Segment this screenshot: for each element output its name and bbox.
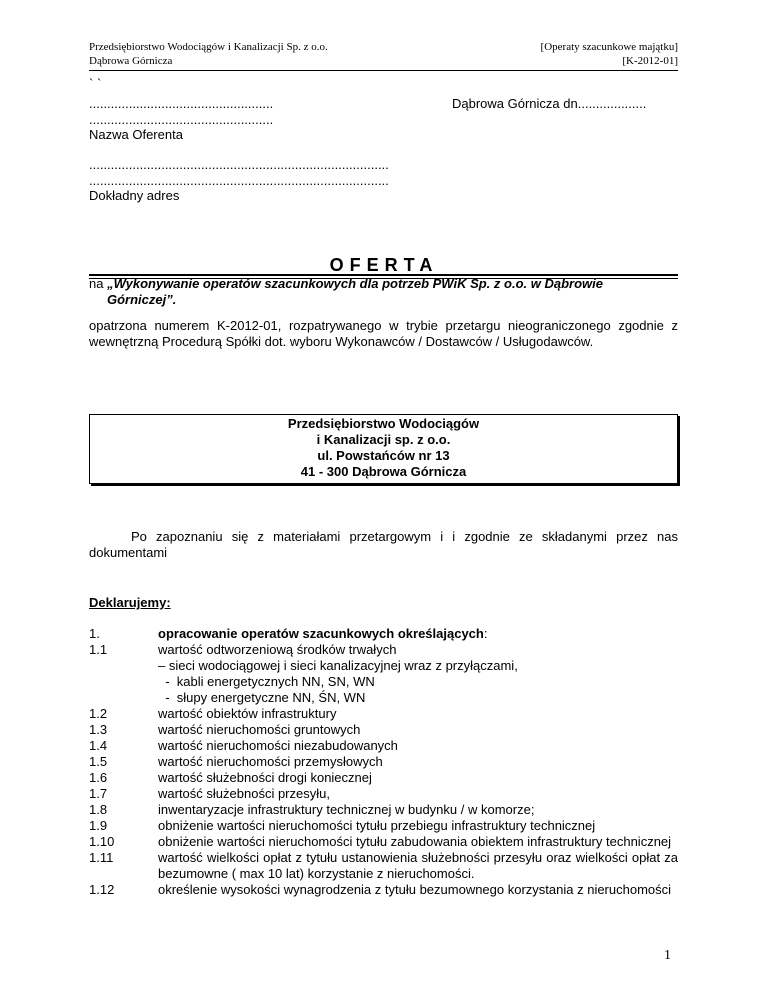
declaration-list — [89, 626, 678, 898]
declare-heading: Deklarujemy: — [89, 595, 171, 610]
list-item — [89, 706, 678, 722]
list-item — [89, 674, 678, 690]
offer-subject — [89, 276, 678, 308]
offerer-name-label: Nazwa Oferenta — [89, 127, 183, 142]
list-item — [89, 690, 678, 706]
list-item — [89, 642, 678, 658]
item-number: 1.2 — [89, 706, 108, 721]
item-number: 1.12 — [89, 882, 115, 897]
recipient-box — [89, 414, 678, 484]
subject-line-1: „Wykonywanie operatów szacunkowych dla potrzeb PWiK Sp. z o.o. w Dąbrowie — [107, 276, 603, 291]
offerer-name-line-2: ................................................... — [89, 112, 274, 127]
item-number: 1.11 — [89, 850, 114, 865]
list-item — [89, 626, 678, 642]
body-paragraph: Po zapoznaniu się z materiałami przetargowym i i zgodnie ze składanymi przez nas dokumentami — [89, 529, 678, 560]
item-text: wartość nieruchomości niezabudowanych — [158, 738, 398, 753]
list-item — [89, 770, 678, 786]
item-number: 1.3 — [89, 722, 108, 737]
header-city: Dąbrowa Górnicza — [89, 55, 173, 67]
recipient-line-4: 41 - 300 Dąbrowa Górnicza — [300, 464, 467, 479]
list-item — [89, 786, 678, 802]
item-number: 1.7 — [89, 786, 108, 801]
header-doc-title: [Operaty szacunkowe majątku] — [540, 41, 678, 53]
item-text: - słupy energetyczne NN, ŚN, WN — [158, 690, 366, 705]
address-line-2: ................................................................................... — [89, 173, 389, 188]
list-item — [89, 882, 678, 898]
list-item — [89, 754, 678, 770]
list-item — [89, 850, 678, 882]
subject-line-2: Górniczej”. — [107, 292, 177, 307]
header-left — [89, 40, 328, 68]
item-text: wartość nieruchomości gruntowych — [158, 722, 361, 737]
date-field: Dąbrowa Górnicza dn................... — [452, 96, 647, 111]
offerer-name-line-1: ................................................... — [89, 96, 274, 111]
item-text: obniżenie wartości nieruchomości tytułu przebiegu infrastruktury technicznej — [158, 818, 596, 833]
item-text: inwentaryzacje infrastruktury technicznej w budynku / w komorze; — [158, 802, 535, 817]
stray-marks: ` ` — [89, 76, 102, 91]
page-number: 1 — [664, 948, 671, 963]
intro-text: opatrzona numerem K-2012-01, rozpatrywanego w trybie przetargu nieograniczonego zgodnie z wewnętrzną Procedurą Spółki dot. wyboru Wykonawców / Dostawców / Usługodawców. — [89, 318, 678, 349]
item-text: określenie wysokości wynagrodzenia z tytułu bezumownego korzystania z nieruchomości — [158, 882, 672, 897]
header-right — [541, 40, 678, 68]
item-number: 1.9 — [89, 818, 108, 833]
item-number: 1.6 — [89, 770, 108, 785]
list-item — [89, 722, 678, 738]
page-header — [89, 40, 678, 71]
item-text: - kabli energetycznych NN, SN, WN — [158, 674, 375, 689]
item-text: wartość obiektów infrastruktury — [158, 706, 337, 721]
list-item — [89, 738, 678, 754]
item-text: wartość służebności przesyłu, — [158, 786, 330, 801]
recipient-line-2: i Kanalizacji sp. z o.o. — [316, 432, 451, 447]
item-text: – sieci wodociągowej i sieci kanalizacyjnej wraz z przyłączami, — [158, 658, 518, 673]
offer-title: OFERTA — [329, 255, 439, 275]
header-company: Przedsiębiorstwo Wodociągów i Kanalizacji Sp. z o.o. — [89, 41, 328, 53]
item-text: wartość odtworzeniową środków trwałych — [158, 642, 397, 657]
header-doc-number: [K-2012-01] — [622, 55, 678, 67]
list-item — [89, 818, 678, 834]
item-number: 1. — [89, 626, 100, 641]
item-number: 1.10 — [89, 834, 115, 849]
item-number: 1.8 — [89, 802, 108, 817]
recipient-line-1: Przedsiębiorstwo Wodociągów — [287, 416, 480, 431]
address-line-1: ................................................................................... — [89, 157, 389, 172]
recipient-line-3: ul. Powstańców nr 13 — [317, 448, 450, 463]
address-label: Dokładny adres — [89, 188, 180, 203]
item-text: wartość wielkości opłat z tytułu ustanowienia służebności przesyłu oraz wielkości opłat za bezumowne ( max 10 lat) korzystanie z nieruchomości. — [158, 850, 678, 881]
item-text: obniżenie wartości nieruchomości tytułu zabudowania obiektem infrastruktury technicznej — [158, 834, 672, 849]
item-number: 1.1 — [89, 642, 108, 657]
item-number: 1.4 — [89, 738, 108, 753]
list-item — [89, 802, 678, 818]
item-text: wartość służebności drogi koniecznej — [158, 770, 372, 785]
item-number: 1.5 — [89, 754, 108, 769]
list-item — [89, 834, 678, 850]
item-text: opracowanie operatów szacunkowych określających — [158, 626, 484, 641]
subject-prefix: na — [89, 276, 108, 291]
item-suffix: : — [483, 626, 488, 641]
list-item — [89, 658, 678, 674]
item-text: wartość nieruchomości przemysłowych — [158, 754, 383, 769]
